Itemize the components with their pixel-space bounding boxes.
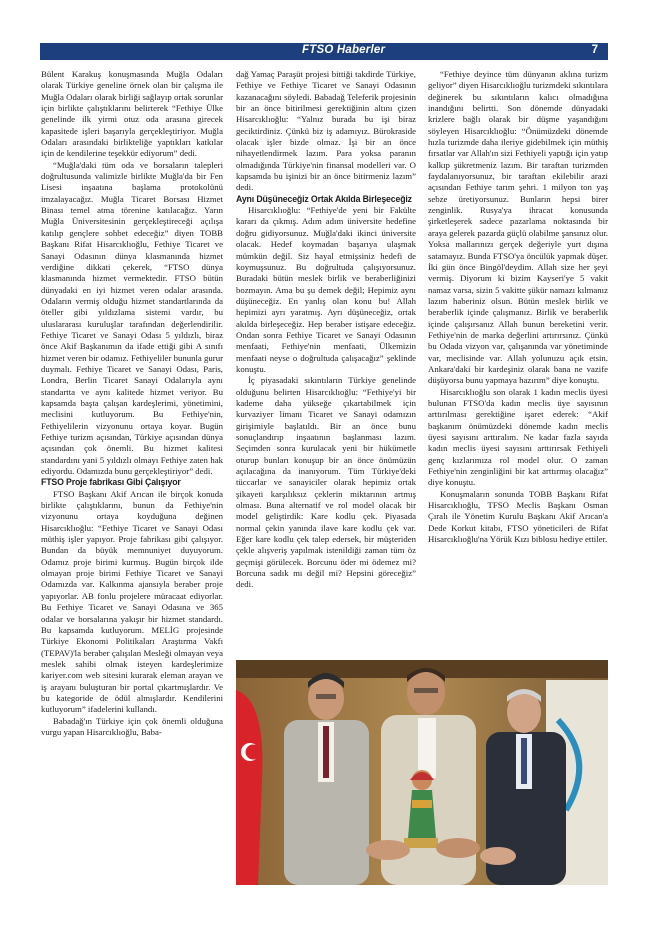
paragraph: dağ Yamaç Paraşüt projesi bittiği takdirde Türkiye, Fethiye ve Fethiye Ticaret ve Sanayi Odasının kazanacağını söyledi. Babadağ Teleferik projesinin bir an önce bitirilmesi gerektiğinin altını çizen Hisarcıklıoğlu: “Yalnız burada bu işi biraz geciktirdiniz. Çünkü biz iş adamıyız. Bürokraside olacak işler bizde olmaz. İşi bir an önce nihayetlendirmek lazım. Para yoksa paranın olmadığında Türkiye'nin finansal modelleri var. O kapsamda bu işinizi bir an önce bitirmeniz lazım” dedi. — [236, 69, 416, 193]
award-ceremony-photo — [236, 660, 608, 885]
paragraph: Hisarcıklıoğlu: “Fethiye'de yeni bir Fakülte kararı da çıkmış. Adım adım üniversite hedefine doğru gidiyorsunuz. Muğla'daki ikinci üniversite olacak. Hedef koymadan başarıya ulaşmak mümkün değil. Siz hayal etmişsiniz hedefi de koymuşsunuz. Bu doğrultuda çalışıyorsunuz. Buradaki bütün meslek birlik ve beraberliğinizi bozmayın. Ama bu şu demek değil; Hepimiz aynı düşüneceğiz. En yanlış olan konu bu! Allah hepimizi ayrı yaratmış. Ayrı düşüneceğiz, ortak akılda birleşeceğiz. Hep beraber istişare edeceğiz. Ondan sonra Fethiye Ticaret ve Sanayi Odasının menfaati, Fethiye'nin menfaati, Ülkemizin menfaati neyse o doğrultuda çalışacağız” şeklinde konuştu. — [236, 205, 416, 374]
paragraph: Hisarcıklıoğlu son olarak 1 kadın meclis üyesi bulunan FTSO'da kadın meclis üye sayısının arttırılması gerektiğine işaret ederek: “Akif başkanım önümüzdeki dönemde kadın meclis üyesi sayısını arttıralım. Ne kadar fazla sayıda kadın meclis üyesi sayısını arttırırsak Fethiyeli genç kızlarımıza rol model olur. O zaman Fethiye'nin zenginliğini bir kat arttırmış olacağız” diye konuştu. — [428, 386, 608, 488]
paragraph: Konuşmaların sonunda TOBB Başkanı Rifat Hisarcıklıoğlu, TFSO Meclis Başkanı Osman Çıralı ile Yönetim Kurulu Başkanı Akif Arıcan'a Dede Korkut kitabı, FTSO yöneticileri de Rifat Hisarcıklıoğlu'na Yörük Kızı biblosu hediye ettiler. — [428, 488, 608, 545]
paragraph: “Fethiye deyince tüm dünyanın aklına turizm geliyor” diyen Hisarcıklıoğlu turizmdeki sıkıntılara değinerek bu sıkıntıların kalıcı olmadığına inandığını belirtti. Son dönemde dünyadaki krizlere bağlı olarak bir düşme yaşandığını söyleyen Hisarcıklıoğlu: “Önümüzdeki dönemde hızla turizmde daha ileriye gidebilmek için müthiş fırsatlar var Allah'ın sizi Fethiyeli yaptığı için yatıp kalkıp şükretmeniz lazım. Bir taraftan turizmden faydalanıyorsunuz, bir taraftan ekilebilir arazi açısından Fethiye tarım şehri. 1 milyon ton yaş sebze üretiyorsunuz. Bunların hepsi birer zenginlik. Rusya'ya ihracat konusunda şirketleşerek sadece pazarlama noktasında bir araya gelerek pazarda güçlü olabilme şansınız olur. Yoksa mallarınızı gerçek değeriyle yurt dışına satamayız. Bunda FTSO'ya öncülük yapmak düşer. İki gün önce Bingöl'deydim. Allah size her şeyi vermiş. Diyorum ki bizim Kayseri'ye 5 vakit namaz varsa, sizin 5 vakitte şükür namazı kılmanız lazım haberiniz olsun. Bütün meslek birlik ve beraberlik içinde çalışmanız. Birlik ve beraberlik içinde çalışırsanız Allah bunun bereketini verir. Fethiye'nin de marka değerlini artırırsınız. Çünkü bu Odada vizyon var, çalışanında var yönetiminde var, meclisinde var. Allah yolunuzu açık etsin. Ankara'daki bir kardeşiniz olarak bana ne vazife düşüyorsa bunu yapmaya hazırım” diye konuştu. — [428, 69, 608, 386]
paragraph: Babadağ'ın Türkiye için çok önemli olduğuna vurgu yapan Hisarcıklıoğlu, Baba- — [41, 715, 223, 737]
subheading: FTSO Proje fabrikası Gibi Çalışıyor — [41, 477, 181, 488]
subheading: Aynı Düşüneceğiz Ortak Akılda Birleşeceğiz — [236, 193, 412, 204]
paragraph: İç piyasadaki sıkıntıların Türkiye genelinde olduğunu belirten Hisarcıklıoğlu: “Fethiye'yi bir kademe daha yükseğe çıkartabilmek için kurvaziyer limanı Ticaret ve Sanayi odamızın girişimiyle başlatıldı. Bir an önce bunu sonuçlandırıp inşaatının başlanması lazım. Seçimden sonra kurulacak yeni bir hükümetle oturup bunları konuşup bir an önce önümüzün açılacağına da inanıyorum. Tüm Türkiye'deki tüccarlar ve sanayiciler olarak hepimiz ortak şikayeti karşılıksız çeklerin miktarının artmış olması. Buna alternatif ve rol model olacak bir model geliştirdik: Kare kodlu çek. Piyasada normal çekin yanında ilave kare kodlu çek var. Eğer kare kodlu çek talep edersek, bir müşteriden çekle alışveriş yapılmak istenildiği zaman tüm öz geçmişi görülecek. Borcunu öder mi ödemez mi? Borcuna sadık mı değil mi? Hepsini göreceğiz” dedi. — [236, 375, 416, 590]
paragraph: Bülent Karakuş konuşmasında Muğla Odaları olarak Türkiye geneline örnek olan bir çalışma ile Muğla Odaları olarak birliği sağlayıp ortak sorunlar için birlikte çalıştıklarını belirterek “Fethiye Ülke genelinde ilk yirmi otuz oda arasına girecek kapasitede işleri başarıyla gerçekleştiriyor. Muğla Odaları arasındaki birlikteliğe yaptıkları katkılar için de kendilerine teşekkür ediyorum” dedi. — [41, 69, 223, 159]
article-column-1 — [41, 69, 223, 738]
page-number: 7 — [591, 44, 598, 56]
article-column-2 — [236, 69, 416, 591]
paragraph: “Muğla'daki tüm oda ve borsaların talepleri doğrultusunda valimizle birlikte Muğla'da bir Fen Lisesi inşaatına başlama protokolünü imzalayacağız. Muğla Ticaret Borsası Hizmet Binası temel atma törenine katılacağız. Yarın Muğla Üniversitesinin gerçekleştireceği açılışa katılıp gençlere sohbet edeceğiz” diyen TOBB Başkanı Rifat Hisarcıklıoğlu, Fethiye Ticaret ve Sanayi Odasının dünya klasmanında hizmet verdiğine dikkati çekerek, “FTSO dünya klasmanında hizmet vermektedir. FTSO bütün dünyadaki en iyi hizmet veren odalar arasında. Odaların vermiş olduğu hizmet standartlarında da öteller gibi yıldızlama sistemi vardır, bu uluslararası kuruluşlar tarafından değerlendirilir. Fethiye Ticaret ve Sanayi Odası 5 yıldızlı, biraz önce Akif Başkanımın da ifade ettiği gibi A sınıfı hizmet veren bir odamız. Fethiyeliler bununla gurur duymalı. Fethiye Ticaret ve Sanayi Odası, Paris, Londra, Berlin Ticaret Sanayi Odalarıyla aynı standartta ve aynı kalitede hizmet veriyor. Bu kapsamda başta çalışan kardeşlerimi, yönetimini, meclisini kutluyorum. Bu Fethiye'nin, Fethiyelilerin vizyonunu ortaya koyar. Bugün Fethiye turizm açısından, Türkiye açısından dünya açısından çok önemli. Bu hizmet kalitesi standardını yani 5 yıldızlı olmayı Fethiye zaten hak ediyordu. Odamızda bunu gerçekleştiriyor” dedi. — [41, 159, 223, 477]
section-header-bar — [40, 43, 608, 60]
paragraph: FTSO Başkanı Akif Arıcan ile birçok konuda birlikte çalıştıklarını, bunun da Fethiye'nin vizyonunu ortaya koyduğuna değinen Hisarcıklıoğlu: “Fethiye Ticaret ve Sanayi Odası müthiş işler yapıyor. Proje fabrikası gibi çalışıyor. Bundan da büyük memnuniyet duyuyorum. Odamız proje birimi kurmuş. Bugün birçok ilde olmayan proje birimi Fethiye Ticaret ve Sanayi Odamızda var. Kalkınma ajansıyla beraber proje yapıyorlar. AB fonlu projelere müracaat ediyorlar. Bu Fethiye Ticaret ve Sanayi Odasına ve 365 odalar ve borsalarına yakışır bir hizmet standardı. Bu kapsamda kutluyorum. MELİG projesinde Türkiye Ekonomi Politikaları Araştırma Vakfı (TEPAV)'la beraber çalışılan Mesleği olmayan veya meslek sahibi olmak isteyen kardeşlerimize kariyer.com web sitesini kurarak eleman arayan ve iş arayanı buluşturan bir portal çıkartmışlardır. Ve bu kategoride de ödül almışlardır. Kendilerini kutluyorum” ifadelerini kullandı. — [41, 488, 223, 715]
photo-illustration — [236, 660, 608, 885]
section-title: FTSO Haberler — [302, 44, 386, 56]
article-column-3 — [428, 69, 608, 545]
